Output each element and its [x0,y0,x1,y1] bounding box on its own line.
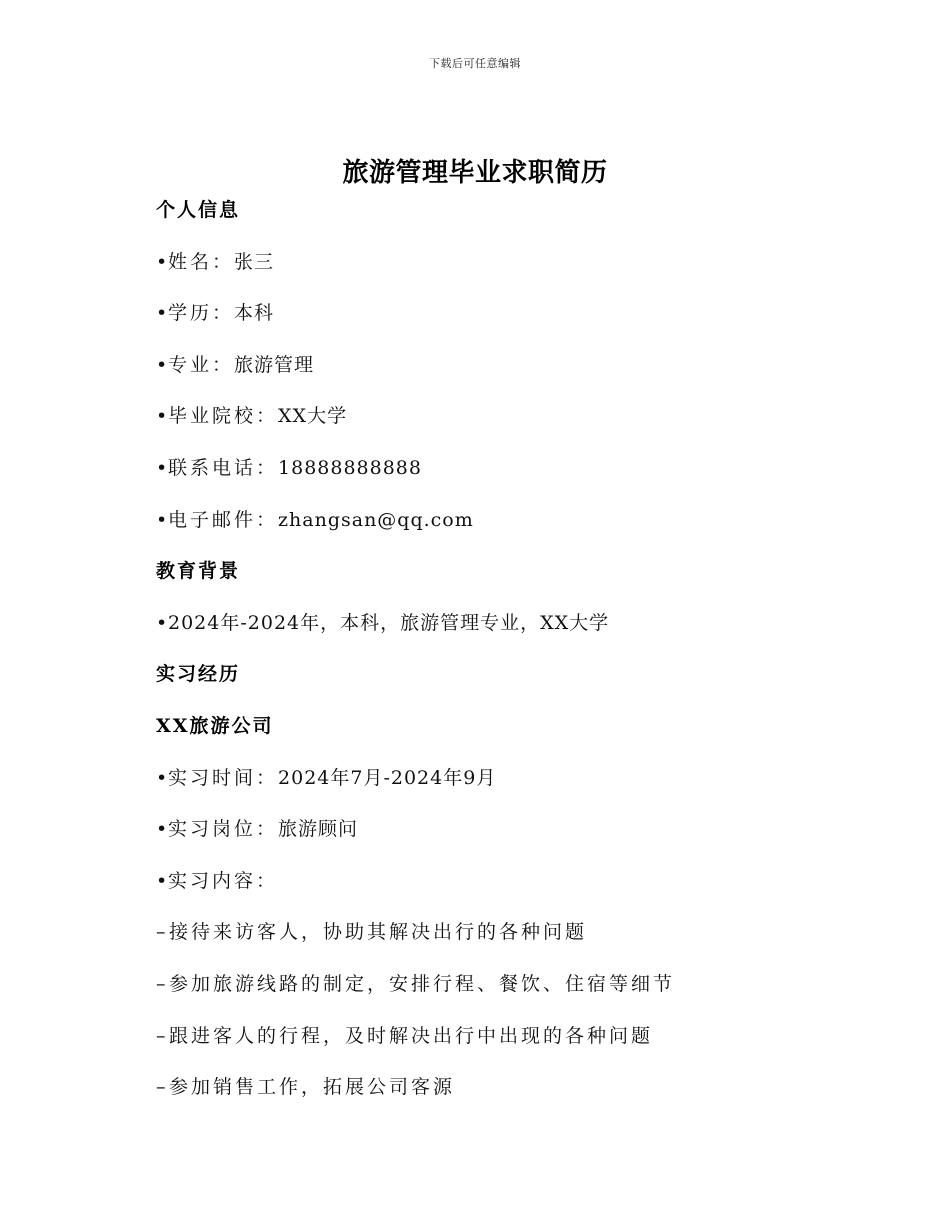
item-value: zhangsan@qq.com [278,508,474,531]
internship-duty [156,1019,796,1071]
item-value: 旅游顾问 [278,818,359,841]
dash-marker: – [156,1024,166,1047]
item-label: 姓名： [168,250,235,273]
item-value: XX大学 [278,405,348,428]
education-item [156,606,796,658]
personal-item-school [156,399,796,451]
item-label: 学历： [168,302,235,325]
item-value: 旅游管理 [234,353,315,376]
bullet-marker: • [156,611,168,634]
document-title: 旅游管理毕业求职简历 [342,158,608,188]
duty-text: 参加销售工作，拓展公司客源 [169,1076,456,1099]
item-label: 电子邮件： [168,508,279,531]
dash-marker: – [156,1076,166,1099]
item-label: 实习岗位： [168,818,279,841]
bullet-marker: • [156,353,168,376]
internship-item-content [156,864,796,916]
bullet-marker: • [156,405,168,428]
bullet-marker: • [156,456,168,479]
bullet-marker: • [156,302,168,325]
section-heading-personal: 个人信息 [156,199,241,221]
internship-duty [156,967,796,1019]
bullet-marker: • [156,869,168,892]
header-note: 下载后可任意编辑 [429,57,521,70]
item-value: 18888888888 [278,456,422,479]
section-heading-education: 教育背景 [156,560,241,583]
bullet-marker: • [156,508,168,531]
bullet-marker: • [156,818,168,841]
resume-content [156,193,796,1122]
item-label: 实习时间： [168,766,279,789]
internship-item-period [156,761,796,813]
personal-item-degree [156,296,796,348]
internship-duty [156,1070,796,1122]
personal-item-major [156,348,796,400]
item-label: 毕业院校： [168,405,279,428]
section-heading-internship: 实习经历 [156,663,241,686]
item-value: 张三 [234,250,275,273]
internship-item-position [156,812,796,864]
internship-duty [156,915,796,967]
item-text: 2024年-2024年，本科，旅游管理专业，XX大学 [168,611,610,634]
personal-item-email [156,503,796,555]
item-label: 实习内容： [168,869,279,892]
item-label: 联系电话： [168,456,279,479]
internship-company: XX旅游公司 [156,714,274,737]
item-value: 2024年7月-2024年9月 [278,766,497,789]
bullet-marker: • [156,250,168,273]
dash-marker: – [156,921,166,944]
item-value: 本科 [234,302,275,325]
dash-marker: – [156,972,166,995]
item-label: 专业： [168,353,235,376]
personal-item-name [156,245,796,297]
bullet-marker: • [156,766,168,789]
duty-text: 跟进客人的行程，及时解决出行中出现的各种问题 [169,1024,654,1047]
personal-item-phone [156,451,796,503]
duty-text: 接待来访客人，协助其解决出行的各种问题 [169,921,588,944]
duty-text: 参加旅游线路的制定，安排行程、餐饮、住宿等细节 [169,972,676,995]
